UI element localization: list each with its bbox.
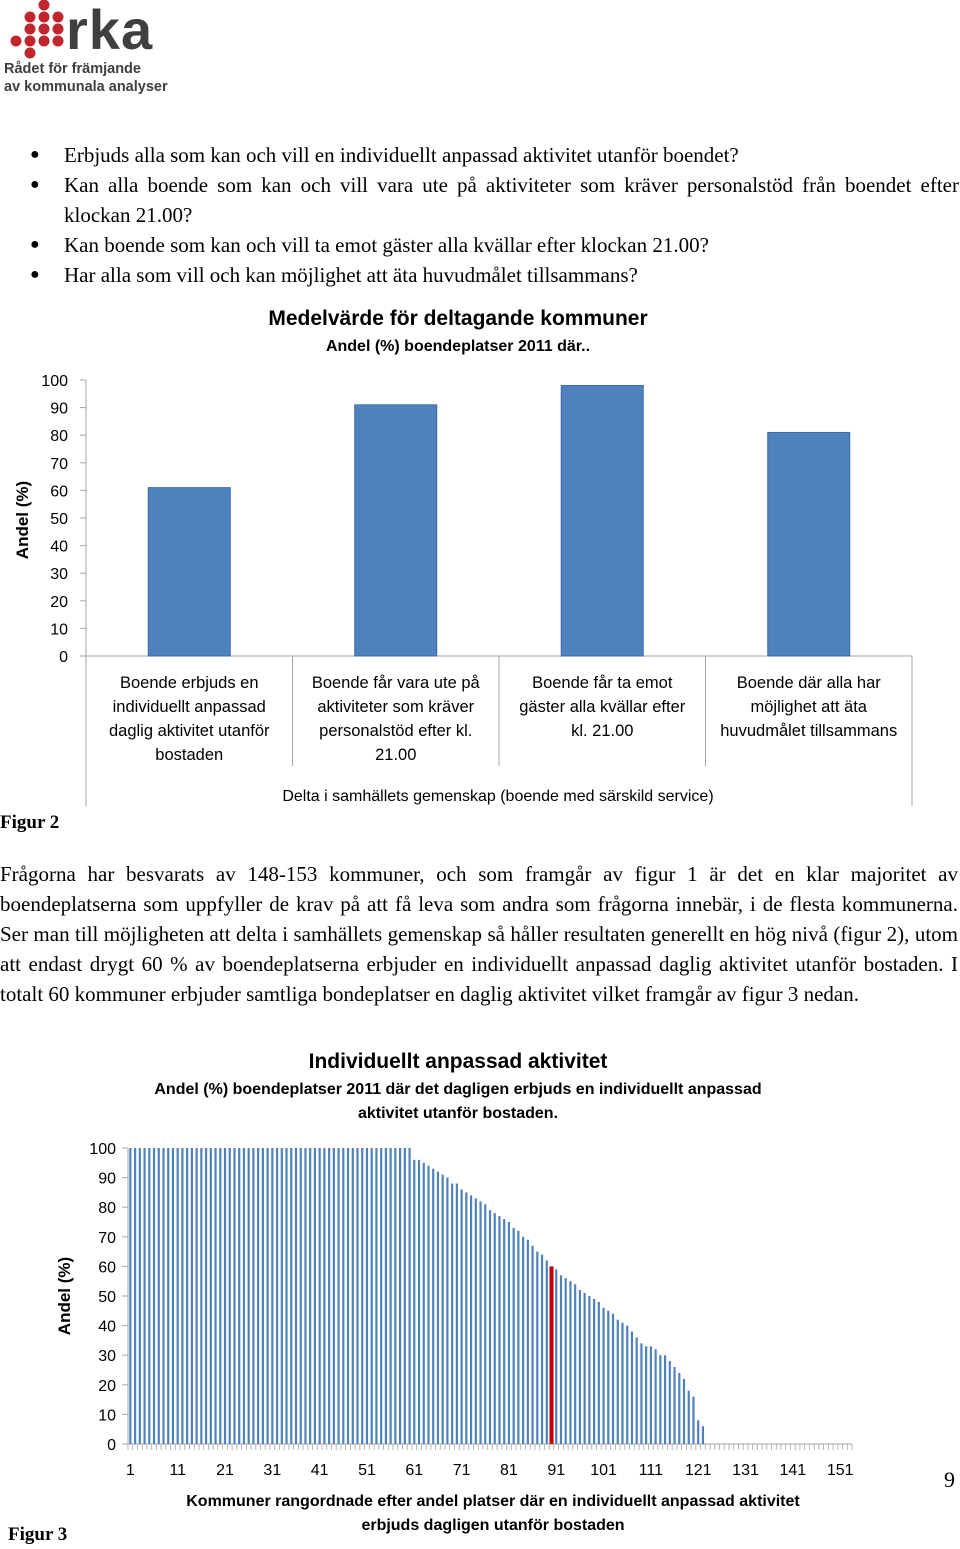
y-tick-label: 30	[98, 1348, 116, 1366]
bar	[678, 1373, 680, 1444]
bar	[650, 1346, 652, 1444]
bar	[513, 1228, 515, 1444]
y-tick-label: 70	[50, 455, 68, 473]
category-label: Boende får vara ute på	[311, 674, 480, 692]
body-paragraph: Frågorna har besvarats av 148-153 kommuner, och som framgår av figur 1 är det en klar majoritet av boendeplatserna som uppfyller de krav på att få leva som andra som frågorna innebär, i de flesta kommunerna. Ser man till möjligheten att delta i samhällets gemenskap så håller resultaten generellt en hög nivå (figur 2), utom att endast drygt 60 % av boendeplatserna erbjuder en individuellt anpassad daglig aktivitet utanför bostaden. I totalt 60 kommuner erbjuder samtliga bondeplatser en daglig aktivitet vilket framgår av figur 3 nedan.	[0, 862, 958, 1006]
bar	[593, 1299, 595, 1444]
x-tick-label: 111	[638, 1462, 664, 1479]
bar	[295, 1148, 297, 1444]
bar	[541, 1255, 543, 1444]
chart-subtitle: Andel (%) boendeplatser 2011 där..	[325, 338, 591, 355]
y-tick-label: 40	[50, 538, 68, 556]
bar	[328, 1148, 330, 1444]
bar	[536, 1252, 538, 1444]
bar	[683, 1379, 685, 1444]
x-tick-label: 21	[216, 1462, 234, 1479]
category-label: personalstöd efter kl.	[319, 722, 473, 740]
bar	[461, 1189, 463, 1444]
logo-dots-icon	[0, 0, 70, 60]
bar	[408, 1148, 410, 1444]
category-label: Boende erbjuds en	[119, 674, 259, 692]
bar	[352, 1148, 354, 1444]
bar	[561, 386, 643, 656]
bar	[640, 1343, 642, 1444]
bar	[692, 1397, 694, 1444]
bar	[224, 1148, 226, 1444]
bar	[323, 1148, 325, 1444]
bar	[697, 1420, 699, 1444]
bar	[479, 1201, 481, 1444]
bar	[181, 1148, 183, 1444]
bar	[385, 1148, 387, 1444]
bar	[390, 1148, 392, 1444]
chart-title: Medelvärde för deltagande kommuner	[268, 307, 648, 330]
page-number: 9	[944, 1467, 955, 1492]
bar	[205, 1148, 207, 1444]
y-tick-label: 0	[59, 649, 68, 666]
x-tick-label: 1	[125, 1462, 135, 1479]
x-tick-label: 91	[547, 1462, 566, 1479]
bar	[314, 1148, 316, 1444]
category-label: Boende där alla har	[736, 674, 881, 692]
category-label: möjlighet att äta	[750, 698, 867, 716]
bar	[498, 1216, 500, 1444]
bar	[143, 1148, 145, 1444]
bar	[177, 1148, 179, 1444]
category-label: Boende får ta emot	[532, 674, 673, 692]
bar	[442, 1175, 444, 1444]
logo-dot	[39, 24, 50, 35]
figure2-caption: Figur 2	[0, 812, 60, 833]
bar	[768, 432, 850, 656]
bar	[631, 1332, 633, 1444]
logo-subtitle-line2: av kommunala analyser	[4, 79, 168, 95]
bar	[669, 1361, 671, 1444]
category-label: individuellt anpassad	[112, 698, 266, 716]
bar	[517, 1231, 519, 1444]
category-label: gäster alla kvällar efter	[519, 698, 686, 716]
bar	[579, 1290, 581, 1444]
bullet-item: Erbjuds alla som kan och vill en individuellt anpassad aktivitet utanför boendet?	[64, 143, 739, 167]
bar	[531, 1246, 533, 1444]
rka-logo	[0, 0, 175, 100]
bar	[404, 1148, 406, 1444]
bar	[602, 1308, 604, 1444]
bar	[503, 1219, 505, 1444]
x-tick-label: 51	[358, 1462, 376, 1479]
bar	[475, 1198, 477, 1444]
y-tick-label: 10	[50, 621, 68, 639]
bar	[423, 1163, 425, 1444]
bar	[555, 1269, 557, 1444]
category-label: bostaden	[155, 746, 224, 764]
x-tick-label: 131	[732, 1462, 759, 1479]
bar	[394, 1148, 396, 1444]
bar	[465, 1192, 467, 1444]
x-axis-label-line1: Kommuner rangordnade efter andel platser där en individuellt anpassad aktivitet	[186, 1493, 800, 1510]
y-tick-label: 90	[98, 1170, 116, 1188]
bar	[636, 1337, 638, 1444]
y-tick-label: 70	[98, 1229, 116, 1247]
logo-dot	[39, 36, 50, 47]
bar	[645, 1346, 647, 1444]
bar	[300, 1148, 302, 1444]
y-axis-label: Andel (%)	[55, 1256, 74, 1336]
logo-dot	[53, 12, 64, 23]
y-tick-label: 60	[98, 1259, 116, 1277]
bar	[238, 1148, 240, 1444]
x-tick-label: 11	[169, 1462, 186, 1479]
bar	[129, 1148, 131, 1444]
y-tick-label: 80	[50, 428, 68, 446]
bar	[148, 1148, 150, 1444]
figure2-chart	[0, 295, 960, 815]
y-tick-label: 20	[98, 1377, 116, 1395]
y-axis-label: Andel (%)	[13, 480, 32, 560]
bar	[427, 1166, 429, 1444]
bar	[285, 1148, 287, 1444]
bar	[508, 1222, 510, 1444]
bar	[276, 1148, 278, 1444]
bar	[347, 1148, 349, 1444]
bar	[626, 1326, 628, 1444]
logo-dot	[25, 36, 36, 47]
bar	[196, 1148, 198, 1444]
logo-dot	[11, 36, 22, 47]
bar	[588, 1296, 590, 1444]
bar	[219, 1148, 221, 1444]
y-tick-label: 10	[98, 1407, 116, 1425]
x-tick-label: 101	[590, 1462, 617, 1479]
bar	[527, 1240, 529, 1444]
y-tick-label: 80	[98, 1200, 116, 1218]
bar	[584, 1293, 586, 1444]
bar	[659, 1355, 661, 1444]
logo-dot	[39, 12, 50, 23]
bar	[153, 1148, 155, 1444]
y-tick-label: 60	[50, 483, 68, 501]
bullet-list	[0, 140, 960, 300]
bar	[560, 1275, 562, 1444]
logo-dot	[25, 24, 36, 35]
y-tick-label: 30	[50, 566, 68, 584]
bar	[342, 1148, 344, 1444]
logo-dot	[53, 36, 64, 47]
bar	[702, 1426, 704, 1444]
bullet-dot-icon: ●	[30, 236, 40, 253]
bar	[162, 1148, 164, 1444]
bar	[437, 1172, 439, 1444]
bar	[598, 1302, 600, 1444]
bullet-item: Kan alla boende som kan och vill vara ute på aktiviteter som kräver personalstöd från boendet efter klockan 21.00?	[64, 173, 959, 227]
logo-subtitle-line1: Rådet för främjande	[4, 61, 141, 77]
bar	[243, 1148, 245, 1444]
chart-title: Individuellt anpassad aktivitet	[308, 1050, 608, 1073]
x-tick-label: 71	[452, 1462, 471, 1479]
bar	[290, 1148, 292, 1444]
bar	[158, 1148, 160, 1444]
bar	[200, 1148, 202, 1444]
bar	[673, 1367, 675, 1444]
bar	[139, 1148, 141, 1444]
bar	[356, 1148, 358, 1444]
bar	[607, 1311, 609, 1444]
bar	[366, 1148, 368, 1444]
bar	[664, 1355, 666, 1444]
x-tick-label: 121	[684, 1462, 712, 1479]
figure3-chart	[0, 1040, 900, 1549]
bar	[655, 1349, 657, 1444]
x-tick-label: 61	[405, 1462, 424, 1479]
bar	[186, 1148, 188, 1444]
bar	[248, 1148, 250, 1444]
logo-wordmark: rka	[66, 0, 154, 61]
bar	[617, 1320, 619, 1444]
bar	[546, 1260, 548, 1444]
bar	[451, 1184, 453, 1444]
bar	[319, 1148, 321, 1444]
chart-subtitle-line1: Andel (%) boendeplatser 2011 där det dagligen erbjuds en individuellt anpassad	[154, 1081, 762, 1098]
bar	[337, 1148, 339, 1444]
x-axis-label: Delta i samhällets gemenskap (boende med särskild service)	[282, 788, 714, 805]
bar	[266, 1148, 268, 1444]
bar	[233, 1148, 235, 1444]
bar	[432, 1169, 434, 1444]
bar	[399, 1148, 401, 1444]
bar	[574, 1284, 576, 1444]
bar	[621, 1323, 623, 1444]
bar	[494, 1213, 496, 1444]
category-label: kl. 21.00	[571, 722, 634, 740]
x-axis-label-line2: erbjuds dagligen utanför bostaden	[361, 1517, 625, 1534]
bar	[484, 1204, 486, 1444]
bar	[470, 1195, 472, 1444]
bar	[612, 1314, 614, 1444]
x-tick-label: 81	[500, 1462, 518, 1479]
logo-dot	[53, 24, 64, 35]
logo-dot	[25, 48, 36, 59]
y-tick-label: 0	[107, 1437, 116, 1454]
y-tick-label: 90	[50, 400, 68, 418]
bar	[172, 1148, 174, 1444]
category-label: huvudmålet tillsammans	[720, 722, 898, 740]
bar	[371, 1148, 373, 1444]
y-tick-label: 100	[41, 373, 68, 390]
bar	[565, 1278, 567, 1444]
bar	[229, 1148, 231, 1444]
x-tick-label: 41	[310, 1462, 329, 1479]
bar	[271, 1148, 273, 1444]
x-tick-label: 151	[826, 1462, 854, 1479]
bullet-dot-icon: ●	[30, 266, 40, 283]
bar	[252, 1148, 254, 1444]
bullet-item: Kan boende som kan och vill ta emot gäster alla kvällar efter klockan 21.00?	[64, 233, 709, 257]
logo-dot	[25, 12, 36, 23]
bar	[134, 1148, 136, 1444]
bar	[257, 1148, 259, 1444]
bar	[489, 1210, 491, 1444]
bar	[309, 1148, 311, 1444]
bar	[148, 488, 230, 656]
bar	[304, 1148, 306, 1444]
bar	[375, 1148, 377, 1444]
bar	[191, 1148, 193, 1444]
category-label: 21.00	[375, 746, 417, 764]
bar	[446, 1178, 448, 1444]
y-tick-label: 40	[98, 1318, 116, 1336]
bar	[262, 1148, 264, 1444]
figure3-caption: Figur 3	[8, 1524, 68, 1545]
chart-subtitle-line2: aktivitet utanför bostaden.	[357, 1105, 559, 1122]
bar	[380, 1148, 382, 1444]
logo-dot	[39, 0, 50, 11]
bullet-item: Har alla som vill och kan möjlighet att äta huvudmålet tillsammans?	[64, 263, 638, 287]
y-tick-label: 20	[50, 593, 68, 611]
x-tick-label: 31	[263, 1462, 282, 1479]
bar	[333, 1148, 335, 1444]
y-tick-label: 50	[50, 511, 68, 528]
bar	[281, 1148, 283, 1444]
bar	[522, 1237, 524, 1444]
highlight-bar	[550, 1266, 554, 1444]
bar	[355, 405, 437, 656]
bar	[214, 1148, 216, 1444]
bullet-dot-icon: ●	[30, 146, 40, 163]
bar	[361, 1148, 363, 1444]
bullet-dot-icon: ●	[30, 176, 40, 193]
bar	[418, 1160, 420, 1444]
bar	[569, 1281, 571, 1444]
x-tick-label: 141	[779, 1462, 807, 1479]
bar	[167, 1148, 169, 1444]
category-label: daglig aktivitet utanför	[108, 722, 270, 740]
bar	[688, 1391, 690, 1444]
category-label: aktiviteter som kräver	[317, 698, 475, 716]
bar	[210, 1148, 212, 1444]
bar	[413, 1160, 415, 1444]
y-tick-label: 100	[89, 1141, 116, 1158]
y-tick-label: 50	[98, 1289, 116, 1306]
bar	[456, 1184, 458, 1444]
